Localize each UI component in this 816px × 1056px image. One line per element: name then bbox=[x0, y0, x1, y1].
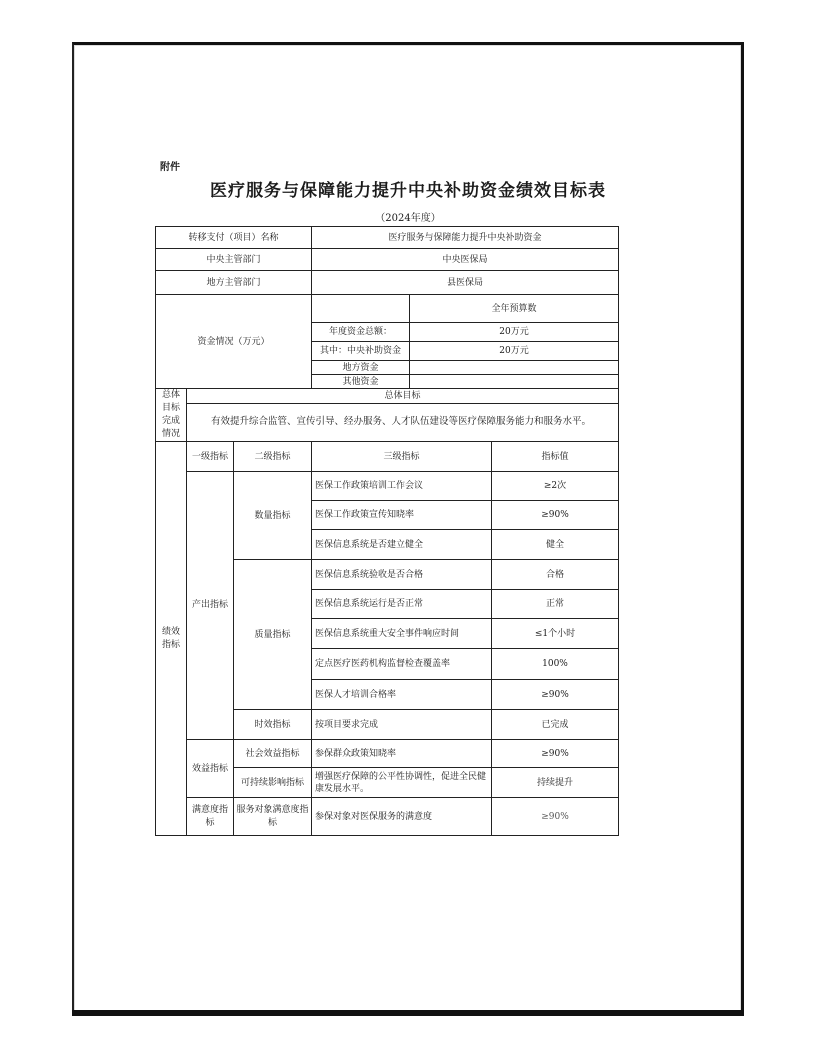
indicator-name: 按项目要求完成 bbox=[312, 710, 492, 740]
header-value: 指标值 bbox=[492, 442, 619, 472]
satisfaction-sub-label: 服务对象满意度指标 bbox=[234, 798, 312, 836]
indicator-row bbox=[156, 472, 619, 501]
indicator-value: ≥90% bbox=[492, 680, 619, 710]
indicator-name: 参保对象对医保服务的满意度 bbox=[312, 798, 492, 836]
indicator-value: ≥2次 bbox=[492, 472, 619, 501]
sustainable-label: 可持续影响指标 bbox=[234, 768, 312, 798]
indicator-name: 定点医疗医药机构监督检查覆盖率 bbox=[312, 649, 492, 680]
scan-border bbox=[72, 1010, 744, 1016]
funds-blank-cell bbox=[312, 295, 410, 323]
indicator-value: ≥90% bbox=[492, 740, 619, 768]
indicator-value: 持续提升 bbox=[492, 768, 619, 798]
attachment-label: 附件 bbox=[160, 162, 180, 173]
local-dept-row bbox=[156, 271, 619, 295]
indicator-name: 增强医疗保障的公平性协调性，促进全民健康发展水平。 bbox=[312, 768, 492, 798]
indicator-name: 医保人才培训合格率 bbox=[312, 680, 492, 710]
funds-item-value bbox=[410, 361, 619, 375]
project-name-row bbox=[156, 227, 619, 249]
overall-text: 有效提升综合监管、宣传引导、经办服务、人才队伍建设等医疗保障服务能力和服务水平。 bbox=[187, 403, 619, 441]
performance-side-label: 绩效指标 bbox=[156, 442, 187, 836]
indicator-name: 医保信息系统是否建立健全 bbox=[312, 530, 492, 560]
indicator-value: 100% bbox=[492, 649, 619, 680]
page-title: 医疗服务与保障能力提升中央补助资金绩效目标表 bbox=[210, 181, 606, 201]
local-dept-label: 地方主管部门 bbox=[156, 271, 312, 295]
indicator-value: 正常 bbox=[492, 590, 619, 619]
project-name-label: 转移支付（项目）名称 bbox=[156, 227, 312, 249]
output-label: 产出指标 bbox=[187, 472, 234, 740]
overall-text-row bbox=[156, 403, 619, 441]
funds-item-label: 地方资金 bbox=[312, 361, 410, 375]
overall-side-label: 总体目标完成情况 bbox=[156, 389, 187, 442]
funds-item-value: 20万元 bbox=[410, 342, 619, 361]
indicator-name: 医保信息系统重大安全事件响应时间 bbox=[312, 619, 492, 649]
header-level3: 三级指标 bbox=[312, 442, 492, 472]
local-dept-value: 县医保局 bbox=[312, 271, 619, 295]
indicator-value: 合格 bbox=[492, 560, 619, 590]
funds-item-label: 其中：中央补助资金 bbox=[312, 342, 410, 361]
indicator-value: 健全 bbox=[492, 530, 619, 560]
performance-header-row bbox=[156, 442, 619, 472]
timeliness-label: 时效指标 bbox=[234, 710, 312, 740]
indicator-value: ≥90% bbox=[492, 501, 619, 530]
quality-label: 质量指标 bbox=[234, 560, 312, 710]
funds-header: 全年预算数 bbox=[410, 295, 619, 323]
indicator-row bbox=[156, 740, 619, 768]
indicator-name: 医保工作政策宣传知晓率 bbox=[312, 501, 492, 530]
indicator-name: 医保工作政策培训工作会议 bbox=[312, 472, 492, 501]
header-level2: 二级指标 bbox=[234, 442, 312, 472]
central-dept-label: 中央主管部门 bbox=[156, 249, 312, 271]
indicator-name: 医保信息系统验收是否合格 bbox=[312, 560, 492, 590]
indicator-name: 医保信息系统运行是否正常 bbox=[312, 590, 492, 619]
benefit-label: 效益指标 bbox=[187, 740, 234, 798]
indicator-value: ≤1个小时 bbox=[492, 619, 619, 649]
performance-target-table bbox=[155, 226, 619, 836]
funds-item-value bbox=[410, 375, 619, 389]
satisfaction-label: 满意度指标 bbox=[187, 798, 234, 836]
overall-header-row bbox=[156, 389, 619, 404]
funds-label: 资金情况（万元） bbox=[156, 295, 312, 389]
indicator-value: ≥90% bbox=[492, 798, 619, 836]
central-dept-row bbox=[156, 249, 619, 271]
year-label: （2024年度） bbox=[375, 213, 441, 224]
social-label: 社会效益指标 bbox=[234, 740, 312, 768]
project-name-value: 医疗服务与保障能力提升中央补助资金 bbox=[312, 227, 619, 249]
indicator-name: 参保群众政策知晓率 bbox=[312, 740, 492, 768]
quantity-label: 数量指标 bbox=[234, 472, 312, 560]
funds-item-label: 其他资金 bbox=[312, 375, 410, 389]
indicator-value: 已完成 bbox=[492, 710, 619, 740]
indicator-row bbox=[156, 798, 619, 836]
header-level1: 一级指标 bbox=[187, 442, 234, 472]
funds-header-row bbox=[156, 295, 619, 323]
central-dept-value: 中央医保局 bbox=[312, 249, 619, 271]
funds-item-label: 年度资金总额： bbox=[312, 323, 410, 342]
funds-item-value: 20万元 bbox=[410, 323, 619, 342]
overall-header: 总体目标 bbox=[187, 389, 619, 404]
